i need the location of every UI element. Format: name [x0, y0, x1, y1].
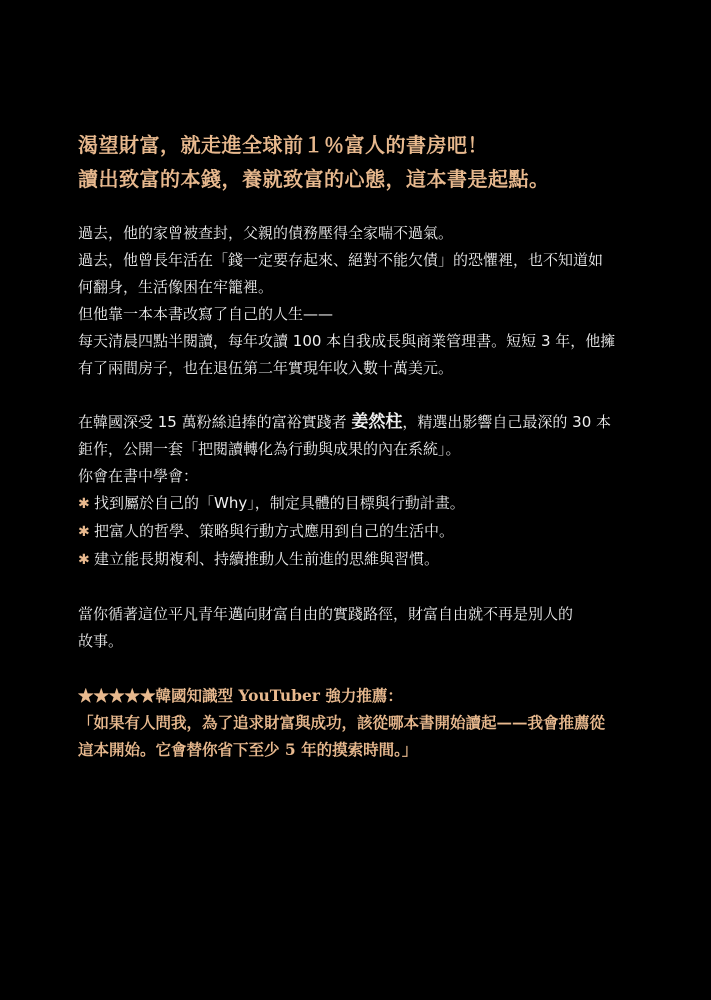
learning-list	[78, 490, 648, 574]
intro-line: 每天清晨四點半閱讀，每年攻讀 100 本自我成長與商業管理書。短短 3 年，他擁	[78, 332, 616, 350]
list-item-text: 建立能長期複利、持續推動人生前進的思維與習慣。	[94, 550, 440, 568]
asterisk-icon: ✱	[78, 552, 90, 568]
author-line-3: 你會在書中學會：	[78, 467, 199, 485]
intro-line: 但他靠一本本書改寫了自己的人生——	[78, 305, 334, 323]
recommendation-heading: ★★★★★韓國知識型 YouTuber 強力推薦：	[78, 686, 403, 705]
headline-line-1: 渴望財富，就走進全球前１％富人的書房吧！	[78, 133, 488, 157]
author-line-1-before: 在韓國深受 15 萬粉絲追捧的富裕實踐者	[78, 413, 352, 431]
closing-paragraph	[78, 601, 648, 655]
author-name: 姜然柱	[351, 412, 403, 432]
closing-line-2: 故事。	[78, 632, 124, 650]
intro-line: 過去，他的家曾被查封，父親的債務壓得全家喘不過氣。	[78, 224, 454, 242]
book-description	[78, 128, 648, 763]
author-line-2: 鉅作，公開一套「把閱讀轉化為行動與成果的內在系統」。	[78, 440, 461, 458]
asterisk-icon: ✱	[78, 496, 90, 512]
author-line-1	[78, 409, 648, 436]
closing-line-1: 當你循著這位平凡青年邁向財富自由的實踐路徑，財富自由就不再是別人的	[78, 605, 574, 623]
list-item-text: 找到屬於自己的「Why」，制定具體的目標與行動計畫。	[94, 494, 465, 512]
list-item	[78, 546, 648, 574]
author-paragraph	[78, 409, 648, 574]
recommendation-quote-line-2: 這本開始。它會替你省下至少 5 年的摸索時間。」	[78, 740, 418, 759]
author-line-1-after: ，精選出影響自己最深的 30 本	[402, 413, 612, 431]
recommendation-quote-line-1: 「如果有人問我，為了追求財富與成功，該從哪本書開始讀起——我會推薦從	[78, 713, 606, 732]
intro-line: 何翻身，生活像困在牢籠裡。	[78, 278, 274, 296]
list-item-text: 把富人的哲學、策略與行動方式應用到自己的生活中。	[94, 522, 455, 540]
list-item	[78, 518, 648, 546]
recommendation-quote	[78, 682, 648, 763]
headline	[78, 128, 648, 196]
intro-line: 過去，他曾長年活在「錢一定要存起來、絕對不能欠債」的恐懼裡，也不知道如	[78, 251, 604, 269]
asterisk-icon: ✱	[78, 524, 90, 540]
list-item	[78, 490, 648, 518]
intro-line: 有了兩間房子，也在退伍第二年實現年收入數十萬美元。	[78, 359, 454, 377]
intro-paragraph	[78, 220, 648, 382]
headline-line-2: 讀出致富的本錢，養就致富的心態，這本書是起點。	[78, 167, 550, 191]
